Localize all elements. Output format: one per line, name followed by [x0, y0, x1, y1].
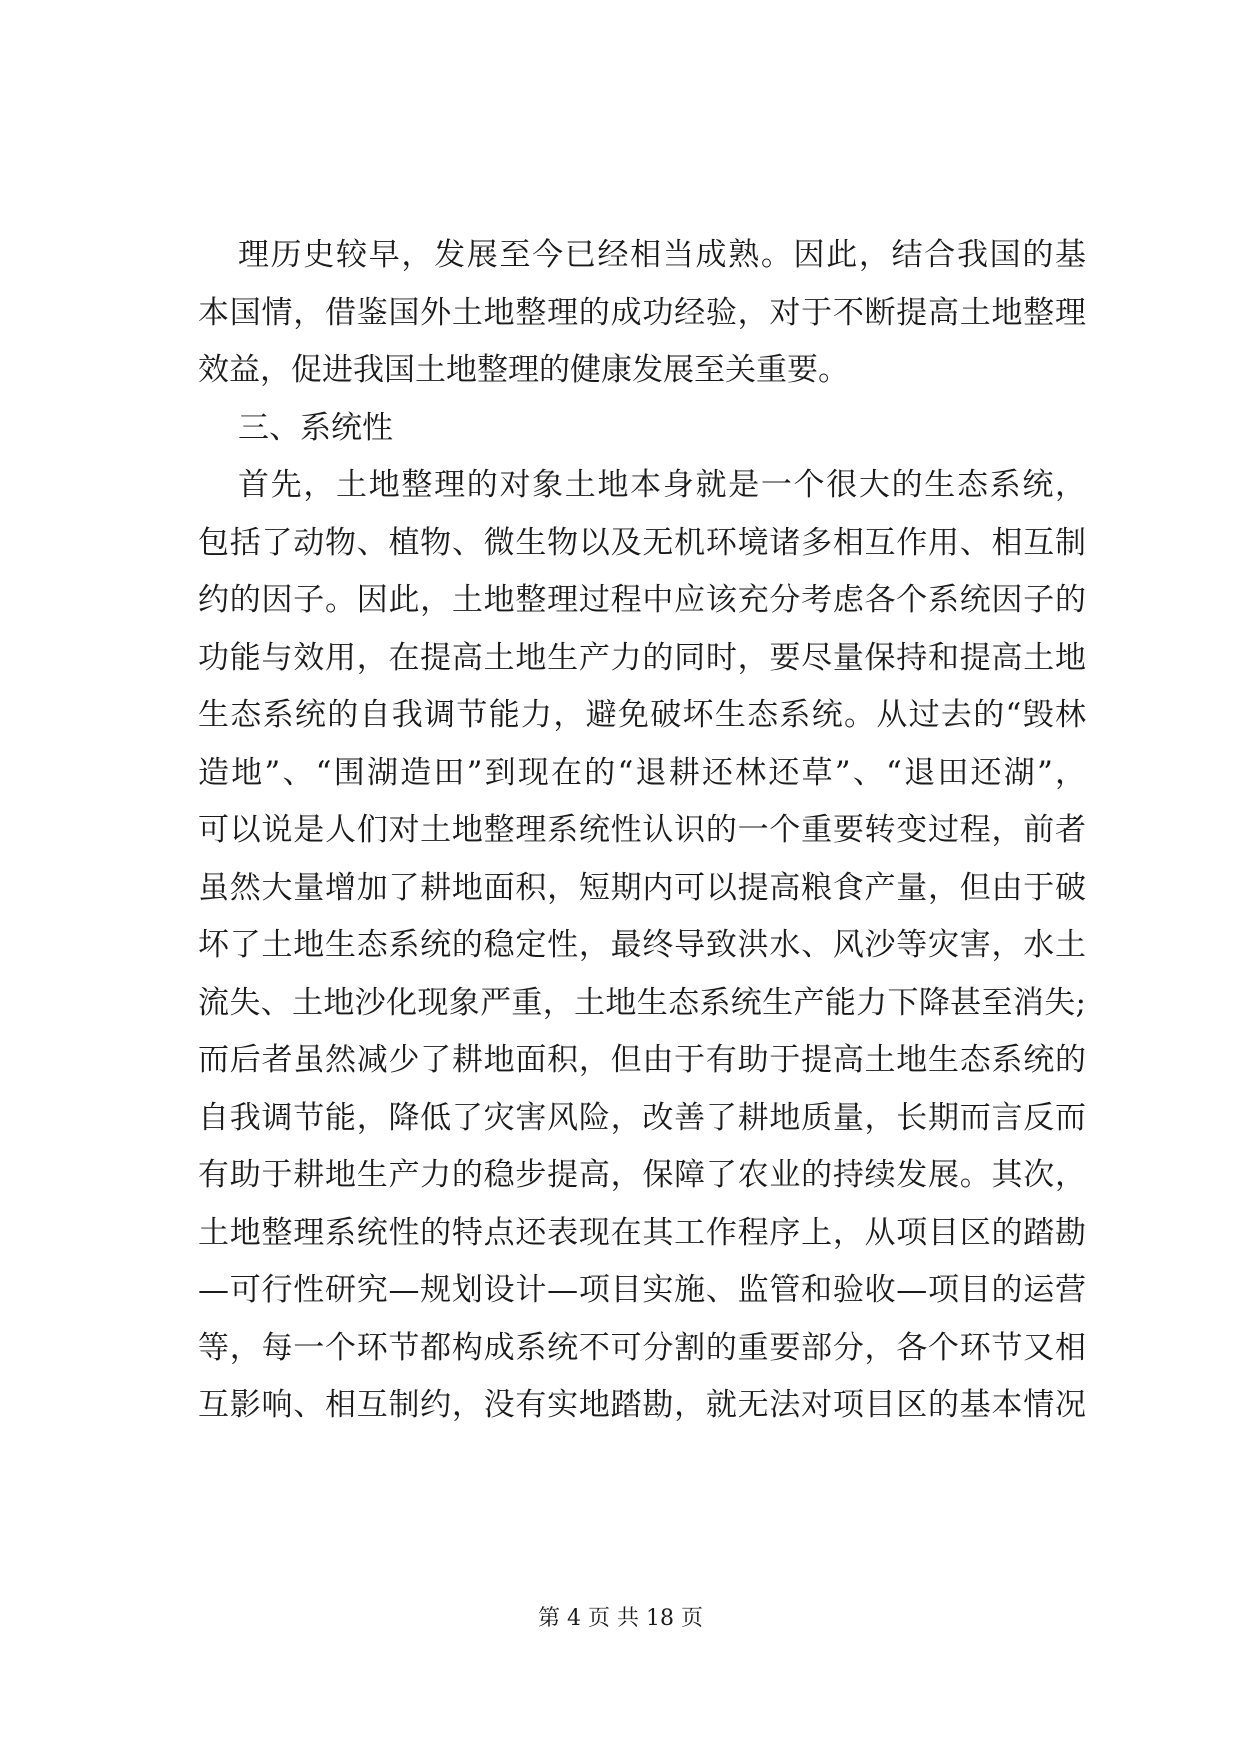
- text-line: 等，每一个环节都构成系统不可分割的重要部分，各个环节又相: [198, 1329, 1086, 1366]
- text-line: 流失、土地沙化现象严重，土地生态系统生产能力下降甚至消失;: [198, 984, 1086, 1021]
- text-line: 而后者虽然减少了耕地面积，但由于有助于提高土地生态系统的: [198, 1042, 1086, 1078]
- text-line: 自我调节能，降低了灾害风险，改善了耕地质量，长期而言反而: [198, 1099, 1086, 1136]
- text-line: 首先，土地整理的对象土地本身就是一个很大的生态系统，: [238, 467, 1086, 503]
- text-line: 包括了动物、植物、微生物以及无机环境诸多相互作用、相互制: [198, 524, 1086, 561]
- text-line: 虽然大量增加了耕地面积，短期内可以提高粮食产量，但由于破: [198, 869, 1086, 906]
- text-line: 本国情，借鉴国外土地整理的成功经验，对于不断提高土地整理: [198, 294, 1086, 331]
- text-line: 有助于耕地生产力的稳步提高，保障了农业的持续发展。其次，: [198, 1157, 1086, 1193]
- text-line: 互影响、相互制约，没有实地踏勘，就无法对项目区的基本情况: [198, 1387, 1086, 1423]
- page-footer: 第 4 页 共 18 页: [538, 1606, 703, 1631]
- text-line: 效益，促进我国土地整理的健康发展至关重要。: [198, 352, 849, 388]
- text-line: 土地整理系统性的特点还表现在其工作程序上，从项目区的踏勘: [198, 1214, 1086, 1251]
- text-line: 约的因子。因此，土地整理过程中应该充分考虑各个系统因子的: [198, 582, 1086, 618]
- text-line: 造地”、“围湖造田”到现在的“退耕还林还草”、“退田还湖”，: [198, 754, 1086, 791]
- text-line: 功能与效用，在提高土地生产力的同时，要尽量保持和提高土地: [198, 639, 1086, 676]
- text-line: 可以说是人们对土地整理系统性认识的一个重要转变过程，前者: [198, 812, 1086, 848]
- section-heading: 三、系统性: [238, 409, 393, 446]
- text-line: 生态系统的自我调节能力，避免破坏生态系统。从过去的“毁林: [198, 697, 1086, 733]
- text-line: 坏了土地生态系统的稳定性，最终导致洪水、风沙等灾害，水土: [198, 927, 1086, 963]
- body-text: [198, 227, 1086, 1435]
- text-line: —可行性研究—规划设计—项目实施、监管和验收—项目的运营: [198, 1272, 1086, 1308]
- text-line: 理历史较早，发展至今已经相当成熟。因此，结合我国的基: [238, 237, 1086, 273]
